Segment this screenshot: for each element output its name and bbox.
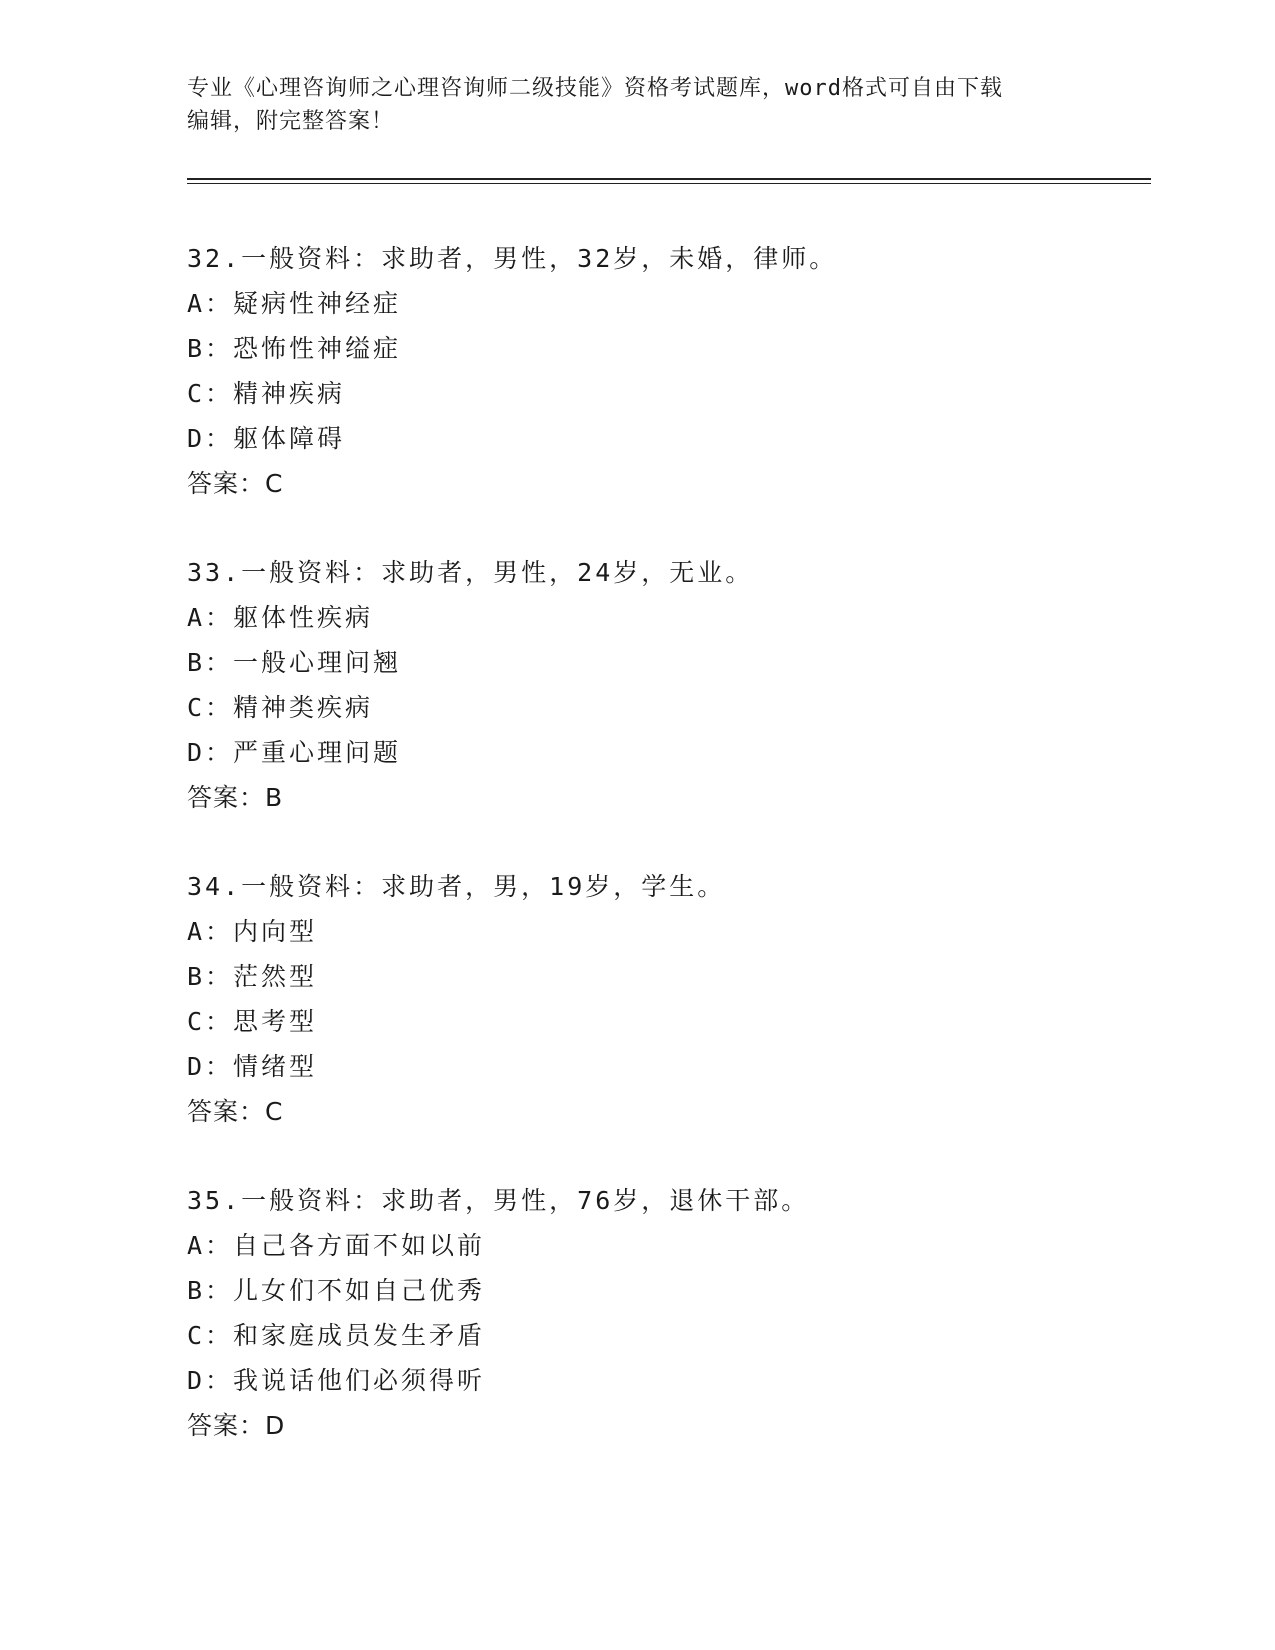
answer: 答案：B — [187, 783, 284, 812]
option-a: A：内向型 — [187, 917, 318, 946]
option-b: B：恐怖性神缢症 — [187, 334, 402, 363]
option-d: D：严重心理问题 — [187, 738, 402, 767]
question-stem: 35.一般资料：求助者，男性，76岁，退休干部。 — [187, 1186, 810, 1215]
answer: 答案：C — [187, 1097, 284, 1126]
option-c: C：思考型 — [187, 1007, 318, 1036]
option-d: D：躯体障碍 — [187, 424, 346, 453]
question-stem: 34.一般资料：求助者，男，19岁，学生。 — [187, 872, 726, 901]
document-header — [187, 72, 1087, 138]
answer: 答案：D — [187, 1411, 286, 1440]
option-a: A：自己各方面不如以前 — [187, 1231, 486, 1260]
question-32 — [187, 236, 1137, 506]
question-34 — [187, 864, 1137, 1134]
option-c: C：精神类疾病 — [187, 693, 374, 722]
option-d: D：情绪型 — [187, 1052, 318, 1081]
option-b: B：儿女们不如自己优秀 — [187, 1276, 486, 1305]
header-line-1: 专业《心理咨询师之心理咨询师二级技能》资格考试题库，word格式可自由下载 — [187, 76, 1003, 101]
header-divider — [187, 178, 1151, 184]
header-line-2: 编辑，附完整答案！ — [187, 109, 395, 134]
question-list — [187, 236, 1137, 1492]
question-stem: 33.一般资料：求助者，男性，24岁，无业。 — [187, 558, 754, 587]
question-33 — [187, 550, 1137, 820]
option-c: C：精神疾病 — [187, 379, 346, 408]
question-stem: 32.一般资料：求助者，男性，32岁，未婚，律师。 — [187, 244, 838, 273]
option-b: B：茫然型 — [187, 962, 318, 991]
question-35 — [187, 1178, 1137, 1448]
option-c: C：和家庭成员发生矛盾 — [187, 1321, 486, 1350]
option-a: A：疑病性神经症 — [187, 289, 402, 318]
option-a: A：躯体性疾病 — [187, 603, 374, 632]
answer: 答案：C — [187, 469, 284, 498]
option-d: D：我说话他们必须得听 — [187, 1366, 486, 1395]
option-b: B：一般心理问翘 — [187, 648, 402, 677]
